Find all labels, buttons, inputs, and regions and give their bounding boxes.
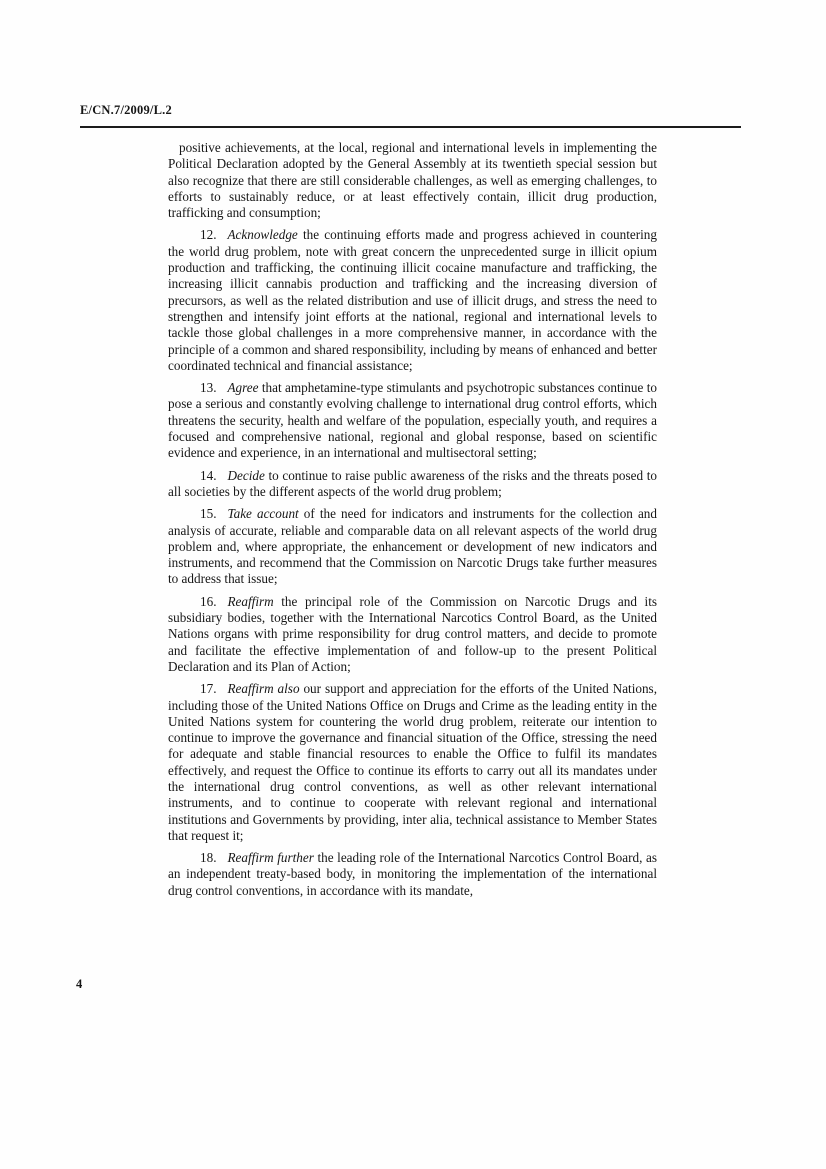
paragraph-lead: Acknowledge: [227, 227, 298, 243]
paragraph-number: 14.: [200, 467, 217, 483]
paragraph-number: 13.: [200, 380, 217, 396]
paragraph-text: our support and appreciation for the efforts of the United Nations, including those of the United Nations Office on Drugs and Crime as the leading entity in the United Nations system for countering the world drug problem, reiterate our intention to continue to improve the governance and financial situation of the Office, stressing the need for adequate and stable financial resources to enable the Office to fulfil its mandates effectively, and request the Office to continue its efforts to carry out all its mandates under the international drug control conventions, as well as other relevant international instruments, and to continue to cooperate with relevant regional and international institutions and Governments by providing, inter alia, technical assistance to Member States that request it;: [168, 681, 657, 843]
paragraph-text: positive achievements, at the local, regional and international levels in implementing the Political Declaration adopted by the General Assembly at its twentieth special session but also recognize that there are still considerable challenges, as well as emerging challenges, to efforts to sustainably reduce, or at least effectively contain, illicit drug production, trafficking and consumption;: [168, 140, 657, 221]
paragraph-lead: Agree: [227, 380, 259, 396]
paragraph: [168, 850, 657, 899]
document-body: [168, 140, 657, 899]
paragraph-number: 18.: [200, 850, 217, 866]
paragraph: [168, 380, 657, 461]
paragraph-text: the leading role of the International Narcotics Control Board, as an independent treaty-based body, in monitoring the implementation of the international drug control conventions, in accordance with its mandate,: [168, 850, 657, 898]
paragraph-number: 17.: [200, 681, 217, 697]
paragraph-lead: Decide: [227, 467, 265, 483]
paragraph: [168, 227, 657, 374]
paragraph-number: 12.: [200, 227, 217, 243]
document-symbol: E/CN.7/2009/L.2: [80, 103, 172, 117]
paragraph: [168, 681, 657, 844]
page-number: 4: [76, 977, 83, 991]
paragraph-lead: Reaffirm further: [227, 850, 314, 866]
paragraph-text: to continue to raise public awareness of the risks and the threats posed to all societies by the different aspects of the world drug problem;: [168, 467, 657, 499]
paragraph-lead: Take account: [227, 506, 299, 522]
paragraph: [168, 140, 657, 221]
paragraph-text: the principal role of the Commission on Narcotic Drugs and its subsidiary bodies, together with the International Narcotics Control Board, as the United Nations organs with prime responsibility for drug control matters, and decide to promote and facilitate the effective implementation of and follow-up to the present Political Declaration and its Plan of Action;: [168, 593, 657, 674]
paragraph-number: 16.: [200, 593, 217, 609]
paragraph-lead: Reaffirm: [227, 593, 274, 609]
paragraph-lead: Reaffirm also: [227, 681, 300, 697]
paragraph: [168, 506, 657, 587]
header-rule: [80, 126, 741, 128]
paragraph-text: that amphetamine-type stimulants and psychotropic substances continue to pose a serious and constantly evolving challenge to international drug control efforts, which threatens the security, health and welfare of the population, especially youth, and requires a focused and comprehensive national, regional and global response, based on scientific evidence and experience, in an international and multisectoral setting;: [168, 380, 657, 461]
paragraph-text: of the need for indicators and instruments for the collection and analysis of accurate, reliable and comparable data on all relevant aspects of the world drug problem and, where appropriate, the enhancement or development of new indicators and instruments, and recommend that the Commission on Narcotic Drugs take further measures to address that issue;: [168, 506, 657, 587]
paragraph: [168, 594, 657, 675]
paragraph: [168, 468, 657, 501]
paragraph-number: 15.: [200, 506, 217, 522]
paragraph-text: the continuing efforts made and progress achieved in countering the world drug problem, note with great concern the unprecedented surge in illicit opium production and trafficking, the continuing illicit cocaine manufacture and trafficking, the increasing illicit cannabis production and trafficking and the increasing diversion of precursors, as well as the related distribution and use of illicit drugs, and stress the need to strengthen and intensify joint efforts at the national, regional and international levels to tackle those global challenges in a more comprehensive manner, in accordance with the principle of a common and shared responsibility, including by means of enhanced and better coordinated technical and financial assistance;: [168, 227, 657, 373]
